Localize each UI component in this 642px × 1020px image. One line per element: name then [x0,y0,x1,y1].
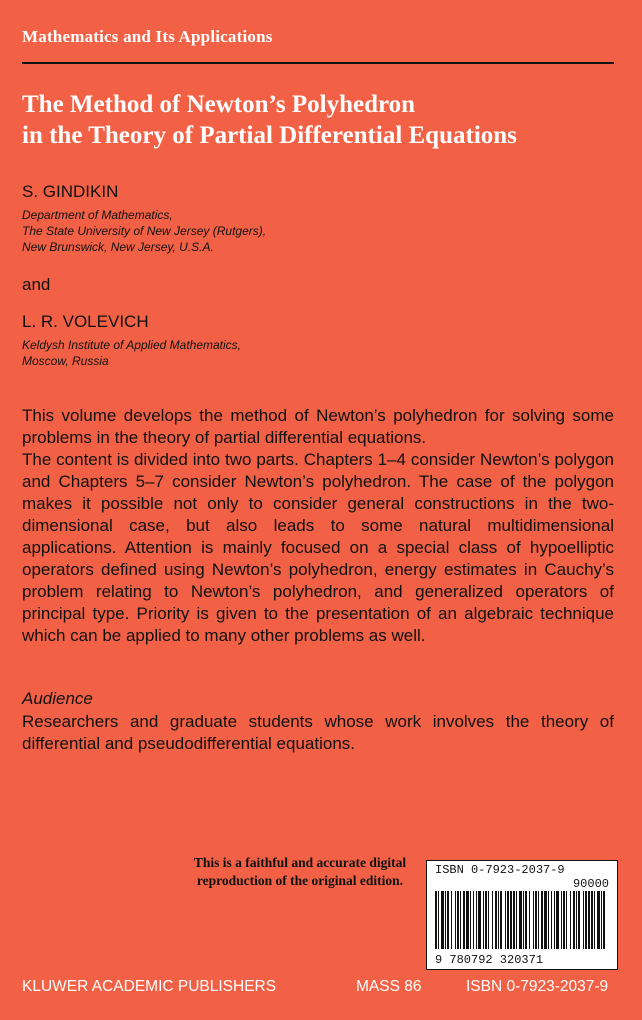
audience-heading: Audience [22,689,93,708]
barcode [426,860,618,970]
affiliation-line: The State University of New Jersey (Rutgers), [22,224,267,238]
note-line-2: reproduction of the original edition. [196,873,404,888]
publisher-name: KLUWER ACADEMIC PUBLISHERS [22,978,277,995]
title-line-2: in the Theory of Partial Differential Equations [22,122,517,149]
note-line-1: This is a faithful and accurate digital [193,855,407,870]
author-name-2: L. R. VOLEVICH [22,312,149,331]
audience-text: Researchers and graduate students whose work involves the theory of differential and pseudodifferential equations. [22,712,614,753]
reproduction-note [186,854,414,890]
book-title [22,89,517,151]
series-divider [22,62,614,64]
footer-isbn: ISBN 0-7923-2037-9 [466,978,609,995]
series-code: MASS 86 [356,978,422,995]
affiliation-line: Keldysh Institute of Applied Mathematics, [22,338,241,352]
affiliation-line: Moscow, Russia [22,354,109,368]
barcode-addon-number: 90000 [572,877,609,891]
and-connector: and [22,275,51,294]
affiliation-line: New Brunswick, New Jersey, U.S.A. [22,240,214,254]
author-affiliation-1 [22,207,266,255]
series-name: Mathematics and Its Applications [22,27,273,46]
book-description [22,405,614,647]
barcode-ean-number: 9 780792 320371 [435,953,544,967]
barcode-bars-icon [435,891,609,949]
affiliation-line: Department of Mathematics, [22,208,173,222]
title-line-1: The Method of Newton’s Polyhedron [22,91,416,118]
description-paragraph-1: This volume develops the method of Newton’s polyhedron for solving some problems in the theory of partial differential equations. [22,406,614,447]
description-paragraph-2: The content is divided into two parts. Chapters 1–4 consider Newton’s polygon and Chapters 5–7 consider Newton’s polyhedron. The case of the polygon makes it possible not only to consider general constructions in the two-dimensional case, but also leads to some natural multidimensional applications. Attention is mainly focused on a special class of hypoelliptic operators defined using Newton’s polyhedron, energy estimates in Cauchy’s problem relating to Newton’s polyhedron, and generalized operators of principal type. Priority is given to the presentation of an algebraic technique which can be applied to many other problems as well. [22,450,614,645]
barcode-isbn-label: ISBN 0-7923-2037-9 [435,863,565,877]
author-affiliation-2 [22,337,241,369]
author-name-1: S. GINDIKIN [22,182,119,201]
